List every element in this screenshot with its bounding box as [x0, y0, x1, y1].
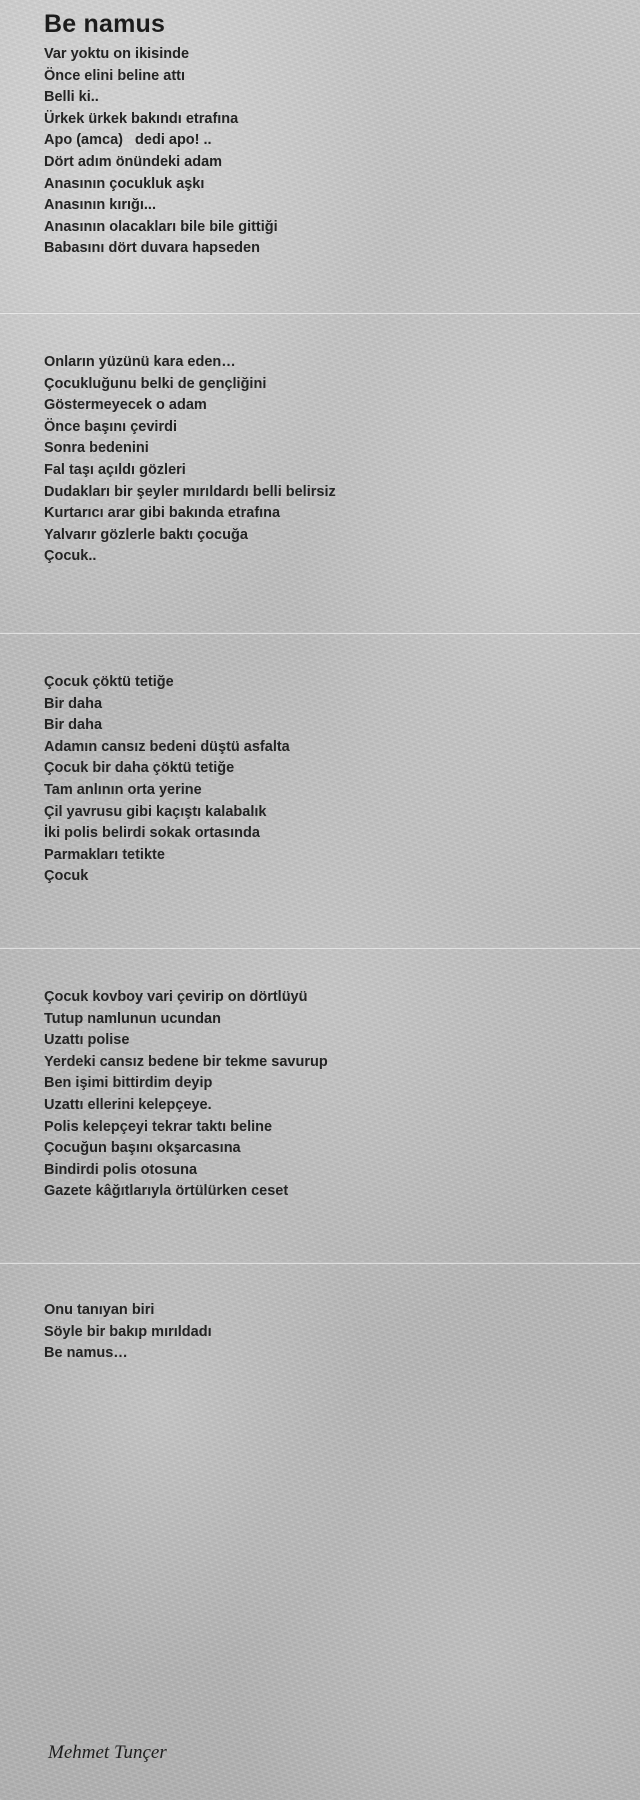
author-name: Mehmet Tunçer — [48, 1742, 167, 1763]
poem-line: Çocuk.. — [44, 548, 97, 565]
poem-line: Çocuk — [44, 868, 89, 885]
poem-line: Onların yüzünü kara eden… — [44, 354, 236, 370]
poem-line: Ben işimi bittirdim deyip — [44, 1075, 213, 1092]
poem-line: Fal taşı açıldı gözleri — [44, 461, 186, 478]
poem-line: Anasının kırığı... — [44, 197, 156, 214]
poem-line: Adamın cansız bedeni düştü asfalta — [44, 738, 290, 755]
poem-line: Uzattı polise — [44, 1032, 130, 1049]
poem-line: Çocuk bir daha çöktü tetiğe — [44, 760, 235, 777]
poem-line: Çocuk çöktü tetiğe — [44, 674, 174, 690]
poem-line: Tam anlının orta yerine — [44, 781, 202, 798]
poem-line: Kurtarıcı arar gibi bakında etrafına — [44, 505, 281, 522]
poem-line: Söyle bir bakıp mırıldadı — [44, 1323, 212, 1340]
poem-line: Uzattı ellerini kelepçeye. — [44, 1096, 212, 1113]
stanza-3 — [44, 672, 564, 888]
stanza-1 — [44, 44, 564, 260]
poem-line: Babasını dört duvara hapseden — [44, 240, 260, 257]
poem-line: Ürkek ürkek bakındı etrafına — [44, 110, 239, 127]
poem-line: Bir daha — [44, 717, 103, 734]
poem-line: Anasının çocukluk aşkı — [44, 175, 205, 192]
poem-line: Anasının olacakları bile bile gittiği — [44, 218, 278, 235]
poem-line: Belli ki.. — [44, 89, 99, 106]
poem-line: Apo (amca) dedi apo! .. — [44, 132, 212, 149]
stanza-5 — [44, 1300, 564, 1365]
poem-line: Çil yavrusu gibi kaçıştı kalabalık — [44, 803, 267, 820]
poem-line: Tutup namlunun ucundan — [44, 1010, 221, 1027]
poem-line: Çocuğun başını okşarcasına — [44, 1140, 241, 1157]
poem-line: Var yoktu on ikisinde — [44, 46, 190, 62]
poem-line: Be namus… — [44, 1345, 128, 1362]
poem-line: Çocuk kovboy vari çevirip on dörtlüyü — [44, 989, 308, 1005]
poem-line: Bir daha — [44, 695, 103, 712]
poem-line: Yerdeki cansız bedene bir tekme savurup — [44, 1053, 328, 1070]
poem-line: Yalvarır gözlerle baktı çocuğa — [44, 526, 248, 543]
divider — [0, 1262, 640, 1264]
page-title: Be namus — [44, 10, 166, 38]
poem-line: Göstermeyecek o adam — [44, 397, 207, 414]
divider — [0, 947, 640, 949]
poem-line: Çocukluğunu belki de gençliğini — [44, 375, 267, 392]
poem-line: Dudakları bir şeyler mırıldardı belli belirsiz — [44, 483, 336, 500]
divider — [0, 632, 640, 634]
poem-line: Bindirdi polis otosuna — [44, 1161, 198, 1178]
stanza-2 — [44, 352, 564, 568]
poem-line: Polis kelepçeyi tekrar taktı beline — [44, 1118, 273, 1135]
poem-line: İki polis belirdi sokak ortasında — [44, 825, 260, 842]
poem-line: Önce başını çevirdi — [44, 418, 177, 435]
poem-line: Gazete kâğıtlarıyla örtülürken ceset — [44, 1183, 289, 1200]
stanza-4 — [44, 987, 564, 1203]
poem-line: Parmakları tetikte — [44, 846, 165, 863]
divider — [0, 312, 640, 314]
poem-line: Dört adım önündeki adam — [44, 153, 223, 170]
poem-line: Önce elini beline attı — [44, 67, 186, 84]
poem-line: Onu tanıyan biri — [44, 1302, 155, 1318]
poem-line: Sonra bedenini — [44, 440, 149, 457]
